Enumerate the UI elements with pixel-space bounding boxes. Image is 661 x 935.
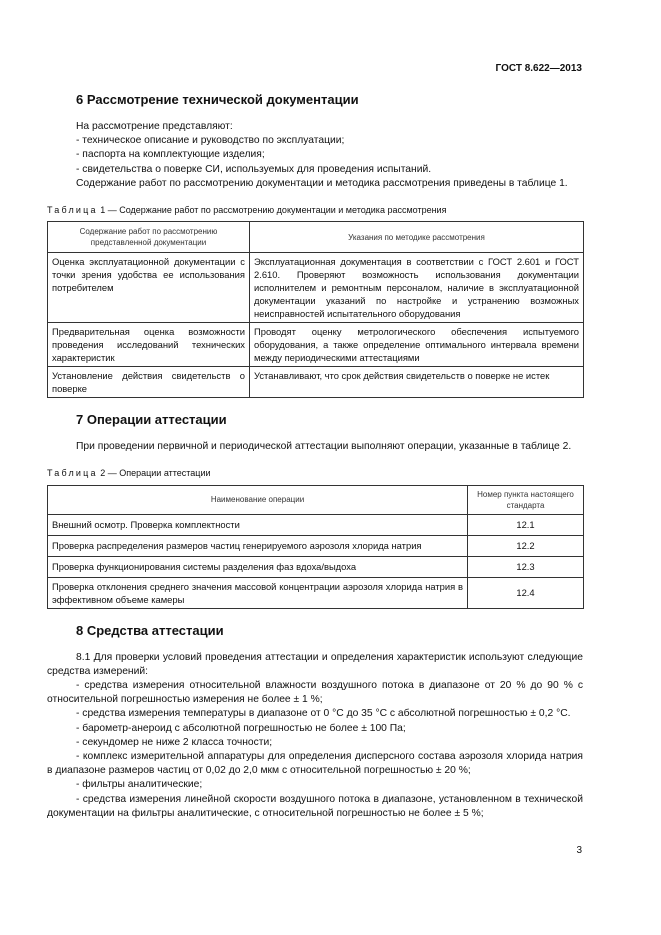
page-content	[47, 92, 583, 821]
table-cell: Предварительная оценка возможности проведения исследований технических характеристик	[48, 323, 250, 367]
list-item: - барометр-анероид с абсолютной погрешностью не более ± 100 Па;	[76, 722, 406, 734]
section-8-title: 8 Средства аттестации	[76, 622, 224, 638]
table-cell: 12.3	[468, 556, 584, 577]
page-number: 3	[576, 845, 582, 856]
table-cell: Внешний осмотр. Проверка комплектности	[48, 514, 468, 535]
table-header-cell: Содержание работ по рассмотрению представленной документации	[48, 222, 250, 253]
table-row	[48, 514, 584, 535]
table-cell: Проверка отклонения среднего значения массовой концентрации аэрозоля хлорида натрия в эффективном объеме камеры	[48, 577, 468, 608]
list-item: - фильтры аналитические;	[76, 779, 203, 791]
table-1-caption	[47, 203, 583, 217]
list-item: - техническое описание и руководство по эксплуатации;	[76, 135, 345, 147]
list-item: - свидетельства о поверке СИ, используемых для проведения испытаний.	[76, 163, 432, 175]
caption-text: 1 — Содержание работ по рассмотрению документации и методика рассмотрения	[100, 205, 447, 216]
table-cell: 12.1	[468, 514, 584, 535]
section-8-intro: 8.1 Для проверки условий проведения аттестации и определения характеристик используют следующие средства измерений:	[47, 651, 583, 677]
section-6-after: Содержание работ по рассмотрению документации и методика рассмотрения приведены в таблице 1.	[76, 177, 568, 189]
section-7-text: При проведении первичной и периодической аттестации выполняют операции, указанные в таблице 2.	[76, 441, 572, 453]
section-6-title: 6 Рассмотрение технической документации	[76, 92, 359, 107]
section-6-intro: На рассмотрение представляют:	[76, 121, 233, 132]
table-cell: Проверка распределения размеров частиц генерируемого аэрозоля хлорида натрия	[48, 535, 468, 556]
table-row	[48, 323, 584, 367]
table-2	[47, 485, 584, 609]
table-header-cell: Указания по методике рассмотрения	[250, 222, 584, 253]
list-item: - паспорта на комплектующие изделия;	[76, 149, 265, 161]
table-row	[48, 367, 584, 398]
table-cell: Устанавливают, что срок действия свидетельств о поверке не истек	[250, 367, 584, 398]
table-row	[48, 577, 584, 608]
table-row	[48, 253, 584, 323]
table-cell: 12.2	[468, 535, 584, 556]
table-header-row	[48, 485, 584, 514]
list-item: - секундомер не ниже 2 класса точности;	[76, 736, 273, 748]
table-row	[48, 535, 584, 556]
table-2-caption	[47, 466, 583, 480]
table-header-row	[48, 222, 584, 253]
table-cell: Оценка эксплуатационной документации с точки зрения удобства ее использования потребителем	[48, 253, 250, 323]
caption-text: 2 — Операции аттестации	[100, 468, 211, 479]
table-header-cell: Наименование операции	[48, 485, 468, 514]
caption-word: Таблица	[47, 468, 98, 479]
table-cell: Проверка функционирования системы разделения фаз вдоха/выдоха	[48, 556, 468, 577]
table-cell: Проводят оценку метрологического обеспечения испытуемого оборудования, а также определение оптимального интервала времени между периодическими аттестациями	[250, 323, 584, 367]
caption-word: Таблица	[47, 205, 98, 216]
section-7-title: 7 Операции аттестации	[76, 412, 227, 428]
document-id: ГОСТ 8.622—2013	[495, 63, 582, 74]
table-1	[47, 221, 584, 398]
list-item: - средства измерения относительной влажности воздушного потока в диапазоне от 20 % до 90 % с относительной погрешностью измерения не более ± 1 %;	[47, 680, 583, 706]
list-item: - средства измерения температуры в диапазоне от 0 °С до 35 °С с абсолютной погрешностью ± 0,2 °С.	[76, 708, 571, 720]
list-item: - комплекс измерительной аппаратуры для определения дисперсного состава аэрозоля хлорида натрия в диапазоне размеров частиц от 0,02 до 2,0 мкм с относительной погрешностью ± 20 %;	[47, 751, 583, 777]
table-cell: Эксплуатационная документация в соответствии с ГОСТ 2.601 и ГОСТ 2.610. Проверяют возможность использования документации исполнителем и ремонтным персоналом, наличие в эксплуатационной документации указаний по настройке и устранению возможных неисправностей испытательного оборудования	[250, 253, 584, 323]
table-cell: 12.4	[468, 577, 584, 608]
list-item: - средства измерения линейной скорости воздушного потока в диапазоне, установленном в технической документации на фильтры аналитические, с относительной погрешностью не более ± 5 %;	[47, 793, 583, 819]
table-row	[48, 556, 584, 577]
table-cell: Установление действия свидетельств о поверке	[48, 367, 250, 398]
table-header-cell: Номер пункта настоящего стандарта	[468, 485, 584, 514]
